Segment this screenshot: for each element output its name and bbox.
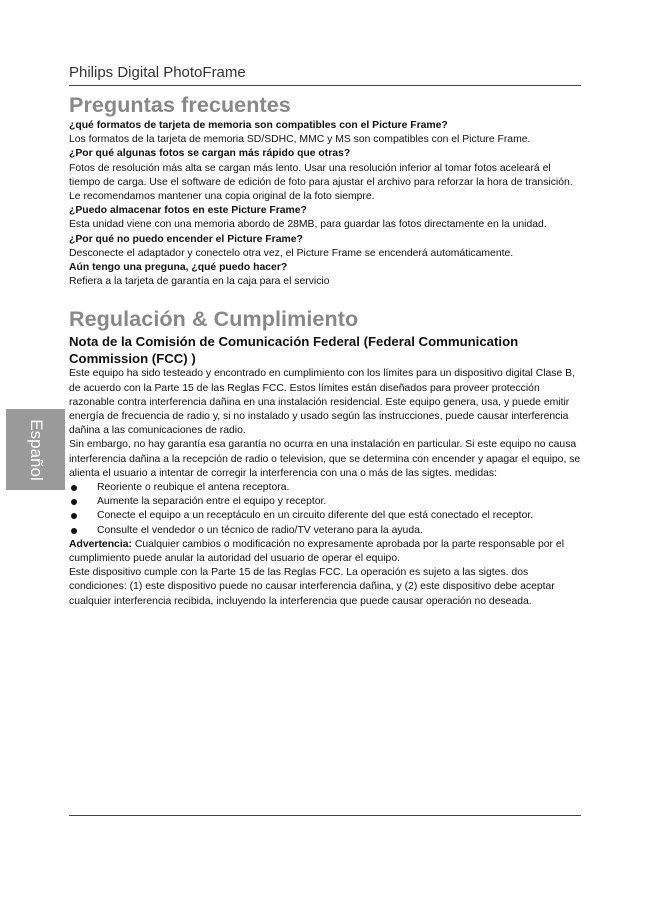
list-item: Aumente la separación entre el equipo y receptor. [69,495,581,509]
language-tab [6,409,65,490]
bullet-icon [71,513,77,519]
faq-item [69,204,581,232]
bullet-icon [71,528,77,534]
faq-answer: Desconecte el adaptador y conectelo otra vez, el Picture Frame se encenderá automáticamente. [69,247,514,259]
faq-item [69,233,581,261]
faq-question: ¿Por qué algunas fotos se cargan más rápido que otras? [69,148,351,160]
faq-item [69,147,581,204]
faq-answer: Refiera a la tarjeta de garantía en la caja para el servicio [69,276,330,288]
faq-question: ¿Por qué no puedo encender el Picture Frame? [69,233,303,245]
list-item: Consulte el vendedor o un técnico de radio/TV veterano para la ayuda. [69,524,581,538]
faq-answer: Esta unidad viene con una memoria abordo de 28MB, para guardar las fotos directamente en la unidad. [69,219,547,231]
bullet-icon [71,485,77,491]
faq-title: Preguntas frecuentes [69,93,291,117]
faq-item [69,261,581,289]
fcc-paragraph-2: Sin embargo, no hay garantía esa garantía no ocurra en una instalación en particular. Si este equipo no causa interferencia dañina a la recepción de radio o television, que se determina con encender y apagar el equipo, se alienta el usuario a intentar de corregir la interferencia con una o más de las sigtes. medidas: [69,439,581,479]
regulation-title: Regulación & Cumplimiento [69,307,359,332]
header-rule [69,85,581,86]
page-content [69,91,581,609]
faq-answer: Fotos de resolución más alta se cargan más lento. Usar una resolución inferior al tomar fotos aceleará el tiempo de carga. Use el software de edición de foto para ajustar el archivo para reforzar la hora de transición. Le recomendamos mantener una copia original de la foto siempre. [69,162,573,203]
fcc-paragraph-1: Este equipo ha sido testeado y encontrado en cumplimiento con los límites para un dispositivo digital Clase B, de acuerdo con la Parte 15 de las Reglas FCC. Estos límites están diseñados para proveer protección razonable contra interferencia dañina en una instalación residencial. Este equipo genera, usa, y puede emitir energía de frecuencia de radio y, si no instalado y usado según las instrucciones, puede causar interferencia dañina a las comunicaciones de radio. [69,368,575,437]
footer-rule [69,815,581,816]
warning-label: Advertencia: [69,538,132,550]
language-tab-label: Español [26,418,46,481]
fcc-paragraph-3: Este dispositivo cumple con la Parte 15 de las Reglas FCC. La operación es sujeto a las sigtes. dos condiciones: (1) este dispositivo puede no causar interferencia dañina, y (2) este dispositivo debe aceptar cualquier interferencia recibida, incluyendo la interferencia que puede causar operación no deseada. [69,567,555,607]
bullet-icon [71,499,77,505]
warning-text: Cualquier cambios o modificación no expresamente aprobada por la parte responsable por el cumplimiento puede anular la autoridad del usuario de operar el equipo. [69,538,564,565]
faq-answer: Los formatos de la tarjeta de memoria SD/SDHC, MMC y MS son compatibles con el Picture Frame. [69,134,531,146]
faq-question: ¿qué formatos de tarjeta de memoria son compatibles con el Picture Frame? [69,120,448,131]
header-brand: Philips Digital PhotoFrame [69,64,246,81]
list-item: Conecte el equipo a un receptáculo en un circuito diferente del que está conectado el receptor. [69,509,581,523]
warning-paragraph [69,538,581,566]
fcc-subtitle: Nota de la Comisión de Comunicación Federal (Federal Communication Commission (FCC) ) [69,334,519,367]
faq-question: ¿Puedo almacenar fotos en este Picture Frame? [69,205,307,217]
faq-item [69,119,581,147]
faq-question: Aún tengo una preguna, ¿qué puedo hacer? [69,262,288,274]
measures-list [69,481,581,538]
list-item: Reoriente o reubique el antena receptora. [69,481,581,495]
